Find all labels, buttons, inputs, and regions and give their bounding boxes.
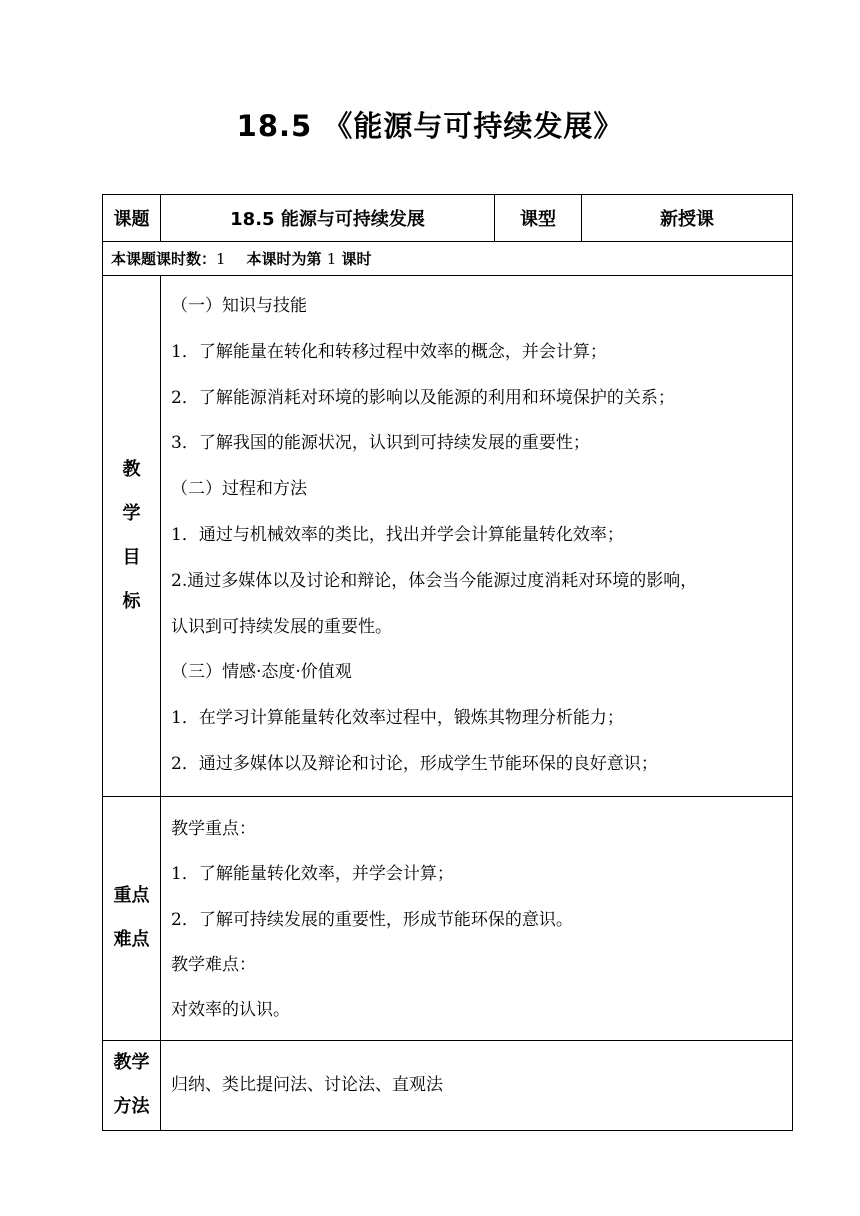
objectives-label-char: 教 (122, 458, 141, 480)
type-label: 课型 (495, 195, 582, 242)
objective-line: 1．在学习计算能量转化效率过程中，锻炼其物理分析能力； (171, 708, 624, 729)
key-heading-difficulty: 教学难点： (171, 954, 256, 975)
objective-line: 2．通过多媒体以及辩论和讨论，形成学生节能环保的良好意识； (171, 753, 658, 774)
key-heading-focus: 教学重点： (171, 818, 256, 839)
current-hour-value: 1 (326, 250, 337, 268)
lesson-info-cell (103, 242, 793, 276)
topic-value: 18.5 能源与可持续发展 (161, 195, 495, 242)
methods-content (161, 1040, 793, 1130)
objective-line: 认识到可持续发展的重要性。 (171, 616, 392, 637)
objectives-content (161, 276, 793, 797)
objectives-row (103, 276, 793, 797)
objective-heading-process: （二）过程和方法 (171, 479, 307, 500)
current-hour-suffix: 课时 (341, 250, 372, 268)
methods-text: 归纳、类比提问法、讨论法、直观法 (171, 1074, 443, 1095)
objective-line: 3．了解我国的能源状况，认识到可持续发展的重要性； (171, 433, 590, 454)
objective-line: 2．了解能源消耗对环境的影响以及能源的利用和环境保护的关系； (171, 387, 675, 408)
methods-label (103, 1040, 161, 1130)
header-row (103, 195, 793, 242)
lesson-info-row (103, 242, 793, 276)
methods-label-line: 教学 (113, 1052, 150, 1074)
methods-row (103, 1040, 793, 1130)
objectives-label-char: 目 (122, 546, 141, 568)
methods-label-line: 方法 (113, 1096, 150, 1118)
objective-heading-knowledge: （一）知识与技能 (171, 296, 307, 316)
objective-heading-attitude: （三）情感·态度·价值观 (171, 662, 352, 683)
objective-line: 1．了解能量在转化和转移过程中效率的概念，并会计算； (171, 341, 607, 362)
total-hours-label: 本课题课时数： (111, 250, 217, 268)
key-line: 2．了解可持续发展的重要性，形成节能环保的意识。 (171, 909, 573, 930)
current-hour-prefix: 本课时为第 (246, 250, 322, 268)
key-points-label-line: 重点 (113, 885, 150, 907)
objectives-label (103, 276, 161, 797)
page-title: 18.5 《能源与可持续发展》 (236, 109, 624, 143)
key-line: 对效率的认识。 (171, 1000, 290, 1021)
type-value: 新授课 (582, 195, 793, 242)
key-points-label-line: 难点 (113, 929, 150, 951)
key-points-label (103, 796, 161, 1040)
objective-line: 1．通过与机械效率的类比，找出并学会计算能量转化效率； (171, 524, 624, 545)
objectives-label-char: 标 (122, 590, 141, 612)
objective-line: 2.通过多媒体以及讨论和辩论，体会当今能源过度消耗对环境的影响， (171, 570, 698, 591)
objectives-label-char: 学 (122, 502, 141, 524)
key-points-row (103, 796, 793, 1040)
topic-label: 课题 (103, 195, 161, 242)
key-points-content (161, 796, 793, 1040)
total-hours-value: 1 (216, 250, 226, 268)
lesson-plan-table (102, 194, 793, 1131)
key-line: 1．了解能量转化效率，并学会计算； (171, 864, 454, 885)
